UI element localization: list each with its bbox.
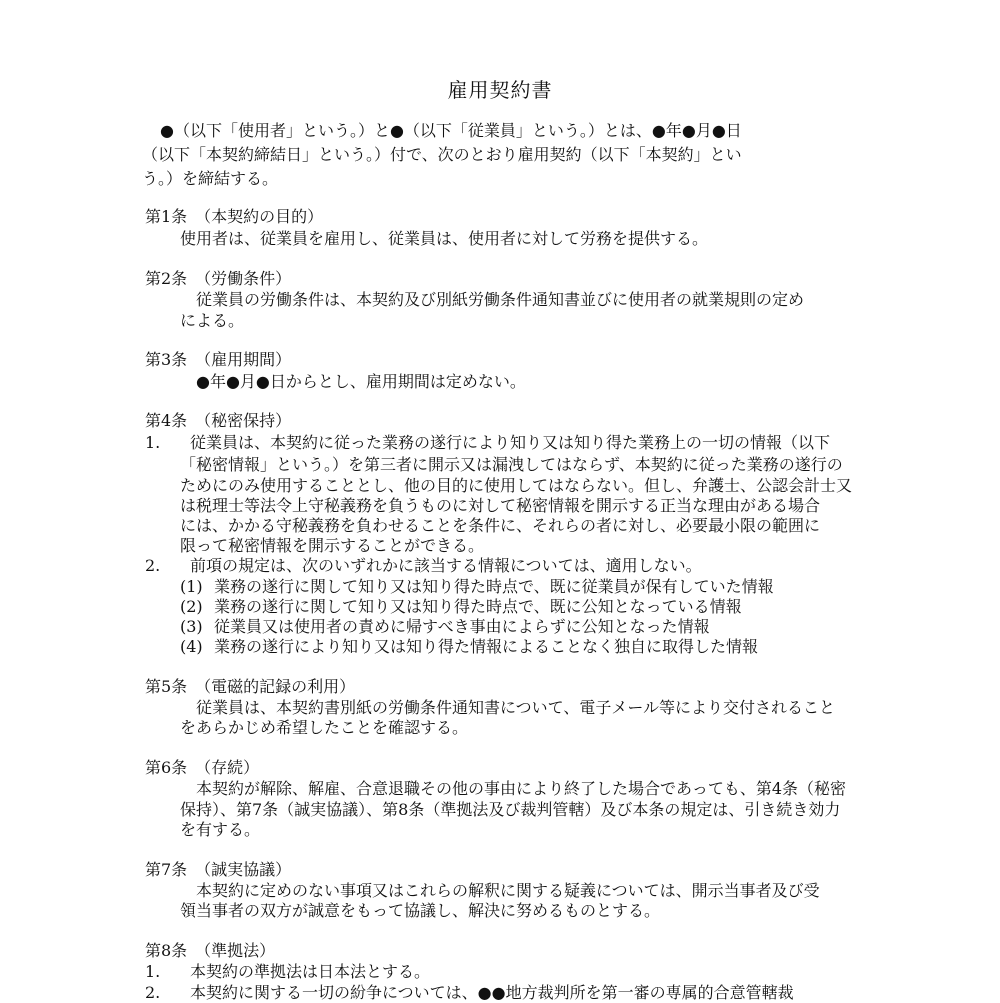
document-title: 雇用契約書 [447,78,553,102]
article-6-text-1: 本契約が解除、解雇、合意退職その他の事由により終了した場合であっても、第4条（秘密 [196,779,847,798]
article-2-text-1: 従業員の労働条件は、本契約及び別紙労働条件通知書並びに使用者の就業規則の定め [196,290,805,309]
article-4-item-1-line-3: ためにのみ使用することとし、他の目的に使用してはならない。但し、弁護士、公認会計士又 [180,476,853,495]
article-2-heading: 第2条 （労働条件） [145,269,292,288]
article-7-heading: 第7条 （誠実協議） [145,860,292,879]
article-4-item-1-line-5: には、かかる守秘義務を負わせることを条件に、それらの者に対し、必要最小限の範囲に [180,516,821,535]
article-6-text-3: を有する。 [180,820,261,839]
article-4-item-1-line-4: は税理士等法令上守秘義務を負うものに対して秘密情報を開示する正当な理由がある場合 [180,496,821,515]
article-5-text-1: 従業員は、本契約書別紙の労働条件通知書について、電子メール等により交付されること [196,698,836,717]
article-4-subitem-2-text: 業務の遂行に関して知り又は知り得た時点で、既に公知となっている情報 [214,597,742,616]
intro-line-3: う。）を締結する。 [142,169,279,188]
article-4-subitem-3-text: 従業員又は使用者の責めに帰すべき事由によらずに公知となった情報 [214,617,710,636]
article-8-heading: 第8条 （準拠法） [145,941,276,960]
article-4-item-1-line-1: 従業員は、本契約に従った業務の遂行により知り又は知り得た業務上の一切の情報（以下 [190,433,831,452]
article-7-text-1: 本契約に定めのない事項又はこれらの解釈に関する疑義については、開示当事者及び受 [196,881,820,900]
article-4-subitem-3-number: (3) [180,617,203,636]
article-4-subitem-1-text: 業務の遂行に関して知り又は知り得た時点で、既に従業員が保有していた情報 [214,577,774,596]
article-5-heading: 第5条 （電磁的記録の利用） [145,677,356,696]
article-4-item-1-line-2: 「秘密情報」という。）を第三者に開示又は漏洩してはならず、本契約に従った業務の遂行の [180,455,843,474]
article-2-text-2: による。 [180,311,245,330]
article-3-heading: 第3条 （雇用期間） [145,350,292,369]
article-6-text-2: 保持）、第7条（誠実協議）、第8条（準拠法及び裁判管轄）及び本条の規定は、引き続き効力 [180,800,841,819]
article-6-heading: 第6条 （存続） [145,758,260,777]
article-8-item-2-number: 2. [145,983,161,1002]
article-4-subitem-4-number: (4) [180,637,203,656]
article-8-item-1-number: 1. [145,962,161,981]
article-4-subitem-4-text: 業務の遂行により知り又は知り得た情報によることなく独自に取得した情報 [214,637,759,656]
intro-line-2: （以下「本契約締結日」という。）付で、次のとおり雇用契約（以下「本契約」とい [142,145,742,164]
article-8-item-1-text: 本契約の準拠法は日本法とする。 [190,962,431,981]
article-4-subitem-1-number: (1) [180,577,203,596]
article-4-item-2-text: 前項の規定は、次のいずれかに該当する情報については、適用しない。 [190,556,702,575]
intro-line-1: ●（以下「使用者」という。）と●（以下「従業員」という。）とは、●年●月●日 [160,121,742,140]
article-7-text-2: 領当事者の双方が誠意をもって協議し、解決に努めるものとする。 [180,901,661,920]
article-4-subitem-2-number: (2) [180,597,203,616]
article-4-heading: 第4条 （秘密保持） [145,411,292,430]
article-5-text-2: をあらかじめ希望したことを確認する。 [180,718,469,737]
article-8-item-2-text: 本契約に関する一切の紛争については、●●地方裁判所を第一審の専属的合意管轄裁 [190,983,794,1002]
article-3-text: ●年●月●日からとし、雇用期間は定めない。 [196,372,526,391]
article-1-text: 使用者は、従業員を雇用し、従業員は、使用者に対して労務を提供する。 [180,229,709,248]
article-4-item-1-line-6: 限って秘密情報を開示することができる。 [180,536,485,555]
article-1-heading: 第1条 （本契約の目的） [145,207,324,226]
article-4-item-1-number: 1. [145,433,161,452]
article-4-item-2-number: 2. [145,556,161,575]
